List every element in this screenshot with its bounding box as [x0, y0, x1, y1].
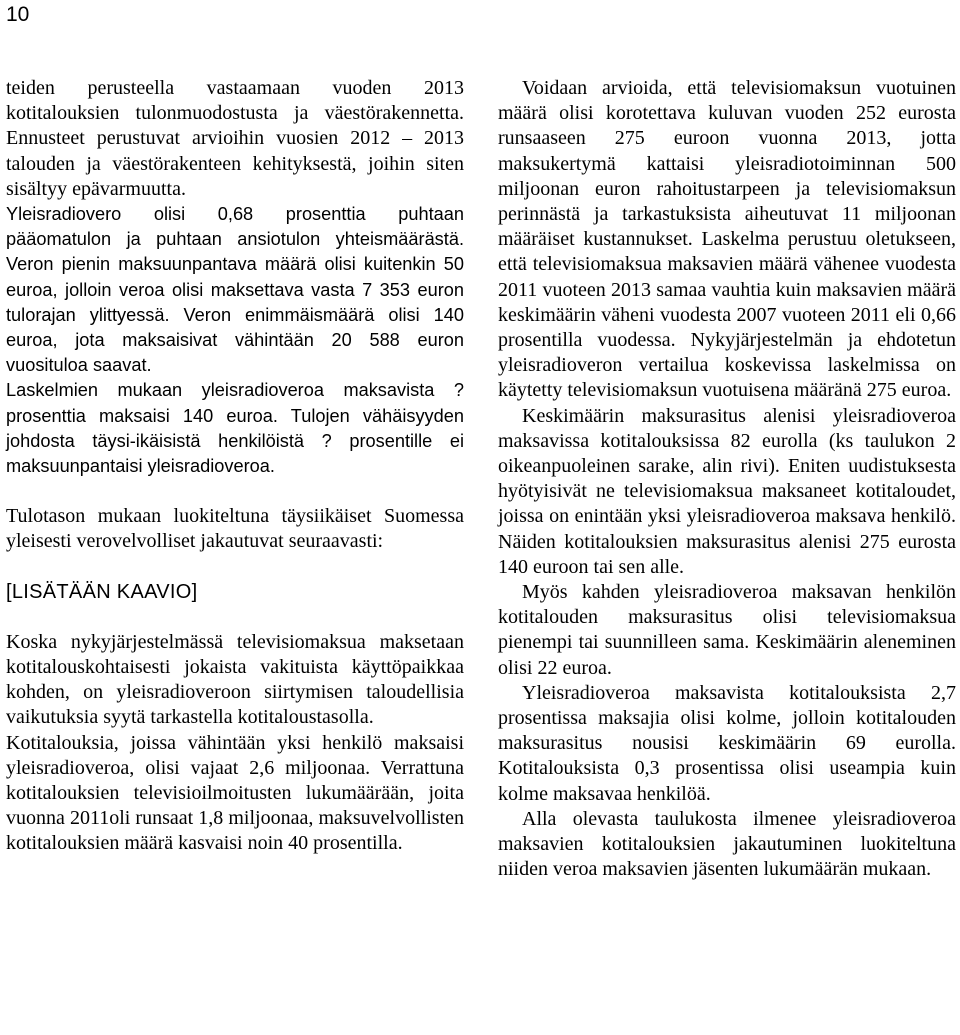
left-paragraph-5: Koska nykyjärjestelmässä televisiomaksua maksetaan kotitalouskohtaisesti jokaista vakituista käyttöpaikkaa kohden, on yleisradioveroon siirtymisen taloudellisia vaikutuksia syytä tarkastella kotitaloustasolla.: [6, 630, 464, 729]
right-text-column: [498, 76, 956, 883]
right-paragraph-4: Yleisradioveroa maksavista kotitalouksista 2,7 prosentissa maksajia olisi kolme, jolloin kotitalouden maksurasitus nousisi keskimäärin 69 eurolla. Kotitalouksista 0,3 prosentissa olisi useampia kuin kolme maksavaa henkilöä.: [498, 681, 956, 805]
left-paragraph-2: Yleisradiovero olisi 0,68 prosenttia puhtaan pääomatulon ja puhtaan ansiotulon yhteismäärästä. Veron pienin maksuunpantava määrä olisi kuitenkin 50 euroa, jolloin veroa olisi maksettava vasta 7 353 euron tulorajan ylittyessä. Veron enimmäismäärä olisi 140 euroa, jota maksaisivat vähintään 20 588 euron vuosituloa saavat.: [6, 204, 464, 376]
left-paragraph-1: teiden perusteella vastaamaan vuoden 2013 kotitalouksien tulonmuodostusta ja väestörakennetta. Ennusteet perustuvat arvioihin vuosien 2012 – 2013 talouden ja väestörakenteen kehityksestä, joihin siten sisältyy epävarmuutta.: [6, 77, 464, 200]
right-paragraph-1: Voidaan arvioida, että televisiomaksun vuotuinen määrä olisi korotettava kuluvan vuoden 252 eurosta runsaaseen 275 euroon vuonna 2013, jotta maksukertymä kattaisi yleisradiotoiminnan 500 miljoonan euron rahoitustarpeen ja televisiomaksun perinnästä ja tarkastuksista aiheutuvat 11 miljoonan määräiset kustannukset. Laskelma perustuu oletukseen, että televisiomaksua maksavien määrä vähenee vuodesta 2011 vuoteen 2013 samaa vauhtia kuin maksavien määrä keskimäärin väheni vuodesta 2007 vuoteen 2011 eli 0,66 prosentilla vuodessa. Nykyjärjestelmän ja ehdotetun yleisradioveron vertailua koskevissa laskelmissa on käytetty televisiomaksun vuotuisena määränä 275 euroa.: [498, 77, 956, 402]
right-paragraph-2: Keskimäärin maksurasitus alenisi yleisradioveroa maksavissa kotitalouksissa 82 eurolla (ks taulukon 2 oikeanpuoleinen sarake, alin rivi). Eniten uudistuksesta hyötyisivät ne televisiomaksua maksaneet kotitaloudet, joissa on enintään yksi yleisradioveroa maksava henkilö. Näiden kotitalouksien maksurasitus alenisi 275 eurosta 140 euroon tai sen alle.: [498, 404, 956, 578]
left-text-column: [6, 76, 464, 857]
left-paragraph-6: Kotitalouksia, joissa vähintään yksi henkilö maksaisi yleisradioveroa, olisi vajaat 2,6 miljoonaa. Verrattuna kotitalouksien televisioilmoitusten lukumäärään, joita vuonna 2011oli runsaat 1,8 miljoonaa, maksuvelvollisten kotitalouksien määrä kasvaisi noin 40 prosentilla.: [6, 731, 464, 855]
left-paragraph-3: Laskelmien mukaan yleisradioveroa maksavista ? prosenttia maksaisi 140 euroa. Tulojen vähäisyyden johdosta täysi-ikäisistä henkilöistä ? prosentille ei maksuunpantaisi yleisradioveroa.: [6, 380, 464, 477]
right-paragraph-5: Alla olevasta taulukosta ilmenee yleisradioveroa maksavien kotitalouksien jakautuminen luokiteltuna niiden veroa maksavien jäsenten lukumäärän mukaan.: [498, 807, 956, 881]
page-number: 10: [6, 3, 30, 26]
left-paragraph-4: Tulotason mukaan luokiteltuna täysiikäiset Suomessa yleisesti verovelvolliset jakautuvat seuraavasti:: [6, 505, 464, 553]
right-paragraph-3: Myös kahden yleisradioveroa maksavan henkilön kotitalouden maksurasitus olisi televisiomaksua pienempi tai suunnilleen sama. Keskimäärin aleneminen olisi 22 euroa.: [498, 581, 956, 679]
chart-placeholder: [LISÄTÄÄN KAAVIO]: [6, 580, 198, 603]
